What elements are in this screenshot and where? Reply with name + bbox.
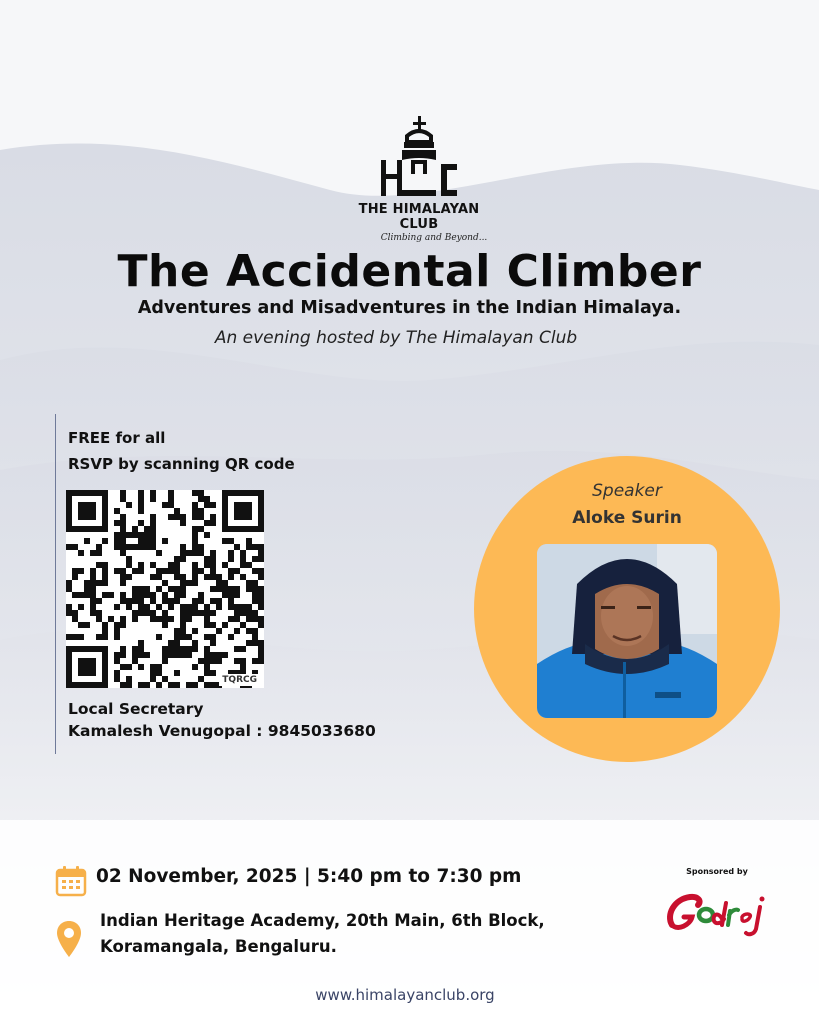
- qr-generator-badge: TQRCG: [219, 674, 260, 686]
- local-secretary-label: Local Secretary: [68, 700, 204, 718]
- event-venue: [100, 908, 545, 960]
- speaker-label: Speaker: [592, 481, 662, 501]
- local-secretary: [68, 698, 376, 742]
- stupa-logo-icon: [377, 116, 461, 200]
- rsvp-qr-code[interactable]: [66, 490, 264, 688]
- godrej-logo-icon: [664, 885, 770, 939]
- club-tagline: Climbing and Beyond...: [380, 233, 488, 243]
- rsvp-instruction: RSVP by scanning QR code: [68, 455, 295, 473]
- speaker-photo: [537, 544, 717, 718]
- club-logo: [344, 116, 494, 243]
- website-link[interactable]: www.himalayanclub.org: [315, 986, 495, 1004]
- local-secretary-contact: Kamalesh Venugopal : 9845033680: [68, 722, 376, 740]
- location-pin-icon: [56, 920, 82, 958]
- speaker-name: Aloke Surin: [572, 508, 682, 528]
- event-title: The Accidental Climber: [117, 246, 702, 297]
- qr-code-icon: [66, 490, 264, 688]
- rsvp-info: [68, 425, 295, 477]
- venue-line-1: Indian Heritage Academy, 20th Main, 6th Block,: [100, 911, 545, 930]
- free-entry-text: FREE for all: [68, 429, 166, 447]
- event-date-time: 02 November, 2025 | 5:40 pm to 7:30 pm: [96, 866, 522, 887]
- speaker-portrait-icon: [537, 544, 717, 718]
- sponsor-label: Sponsored by: [686, 867, 748, 876]
- hosted-by-text: An evening hosted by The Himalayan Club: [214, 328, 578, 348]
- calendar-icon: [55, 865, 87, 897]
- event-subtitle: Adventures and Misadventures in the Indian Himalaya.: [137, 298, 682, 318]
- vertical-divider: [55, 414, 56, 754]
- club-name: THE HIMALAYAN CLUB: [358, 202, 480, 232]
- venue-line-2: Koramangala, Bengaluru.: [100, 937, 337, 956]
- sponsor-logo-godrej: [664, 885, 770, 939]
